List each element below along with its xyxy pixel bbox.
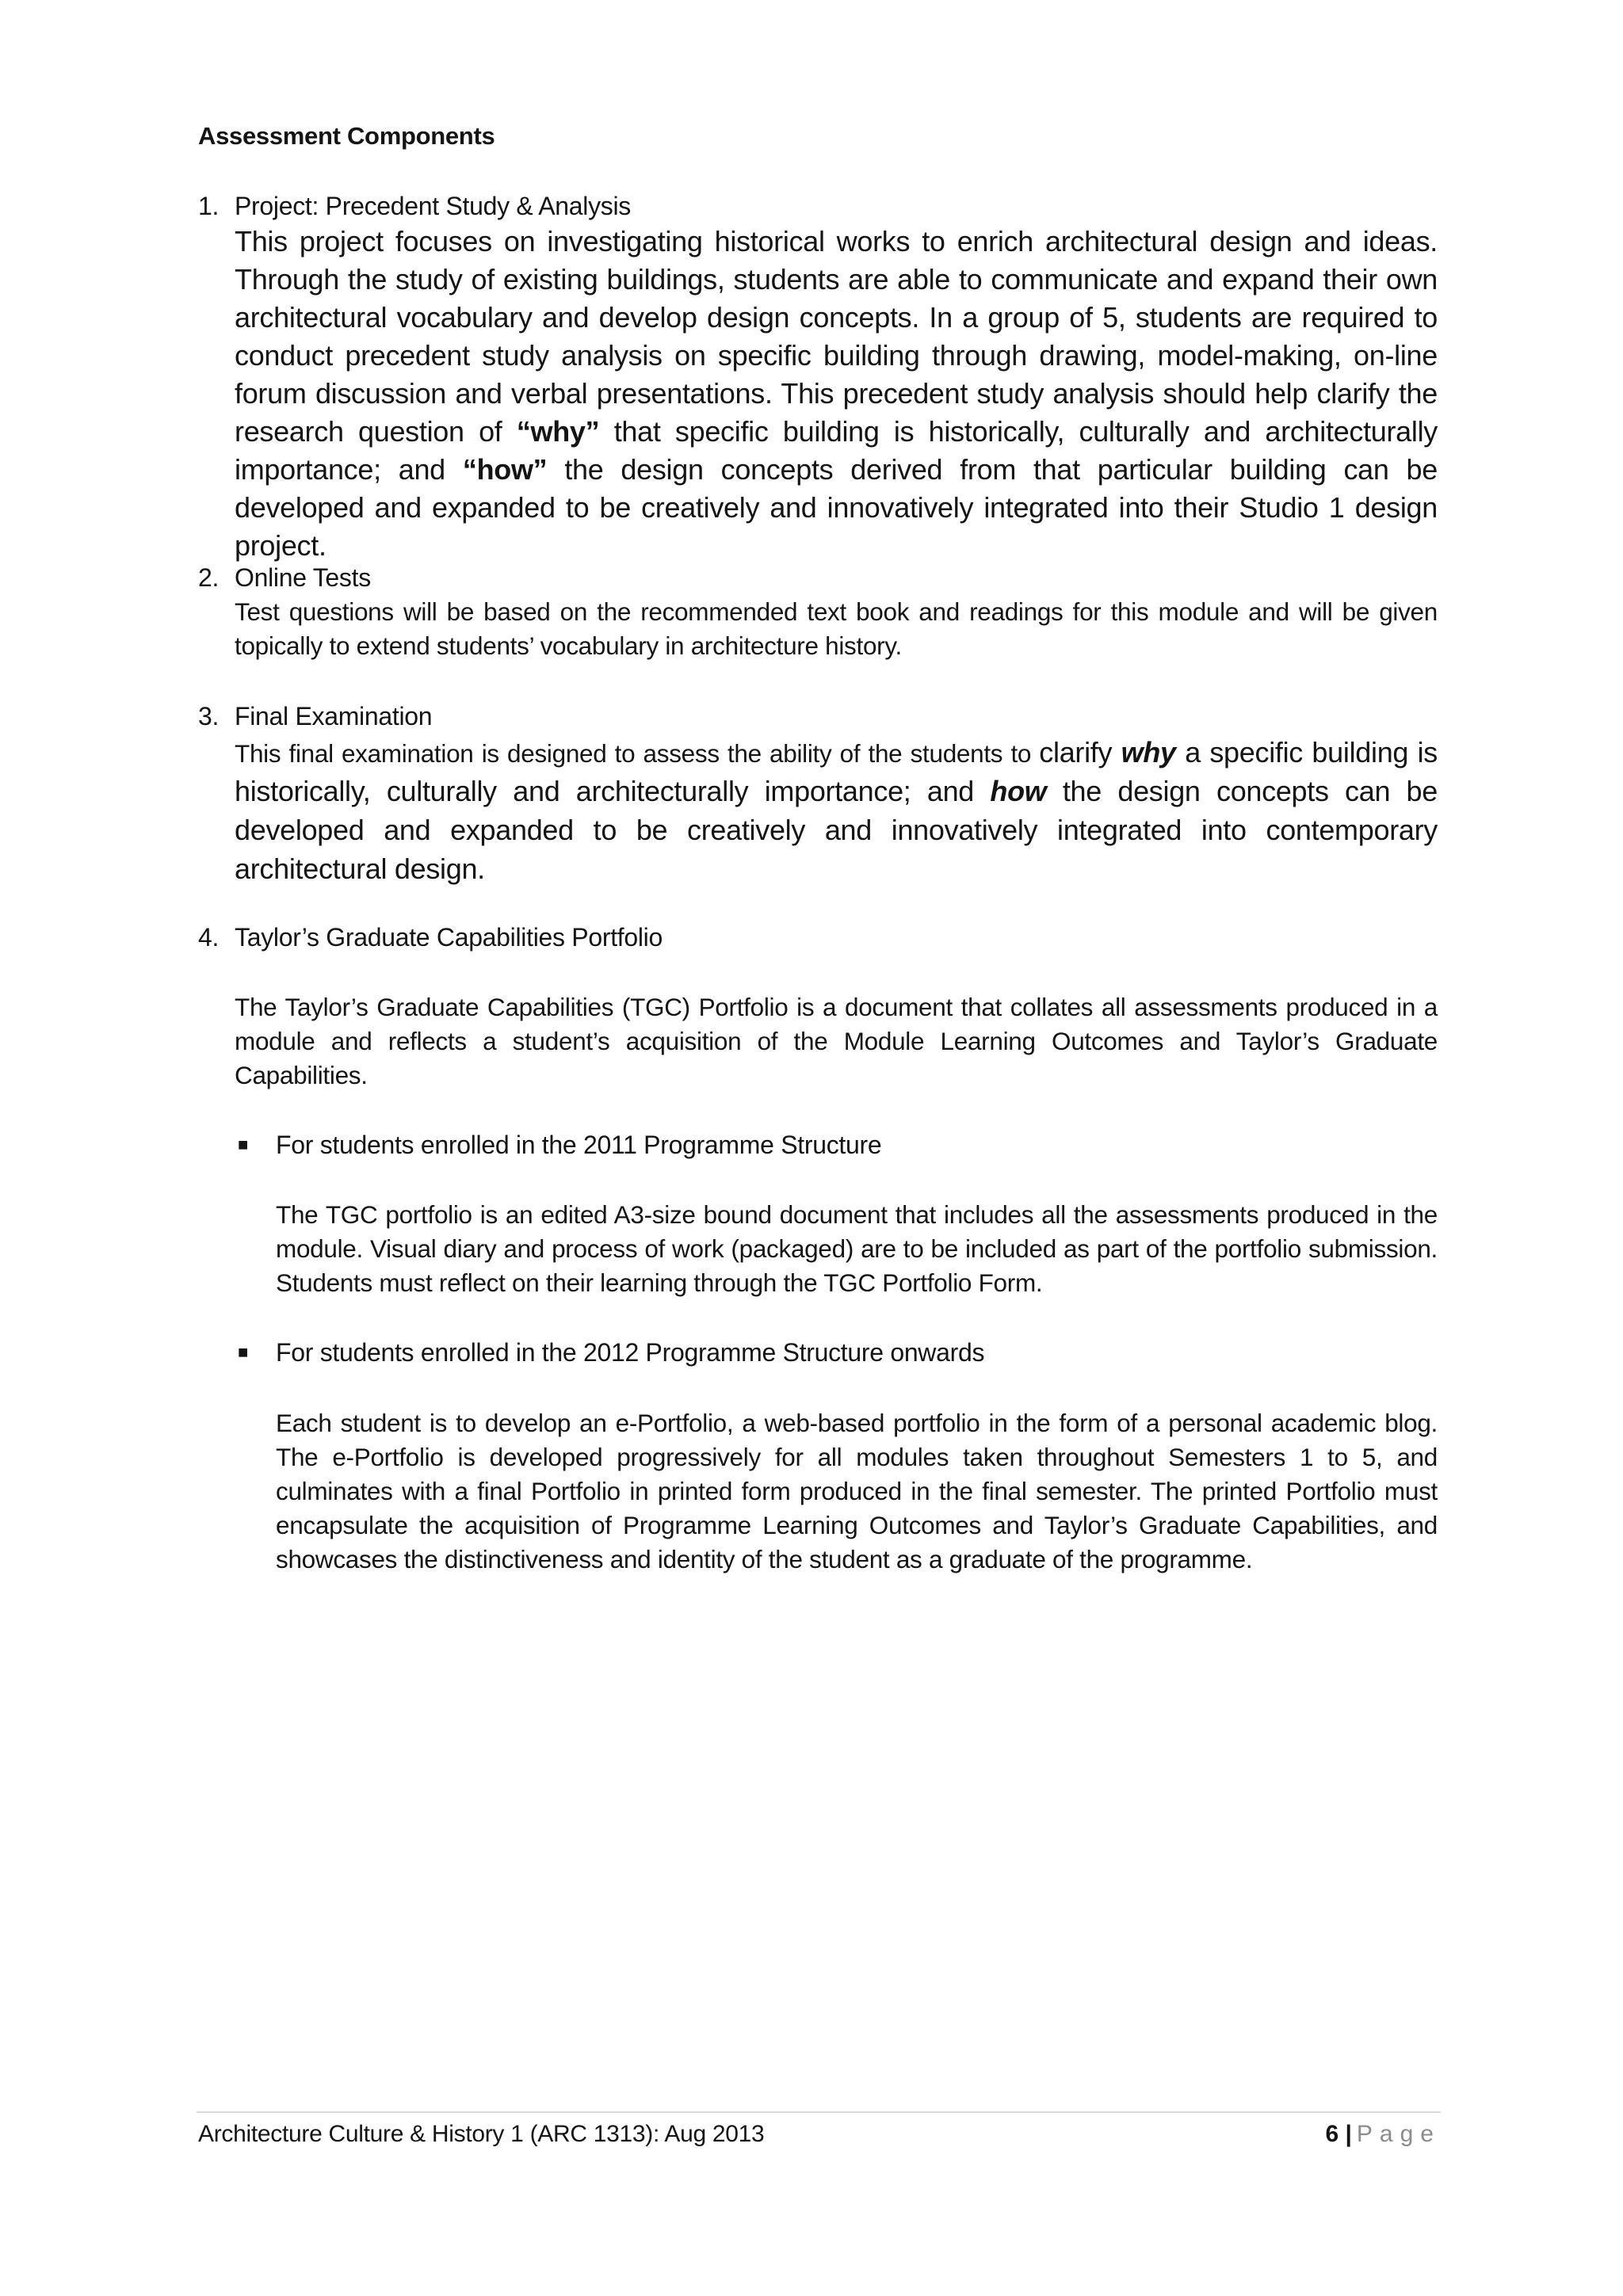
section-heading: Assessment Components xyxy=(198,122,495,150)
text-run: a specific building is historically, culturally and architecturally importance; and xyxy=(235,736,1438,807)
emphasis-how: how xyxy=(990,775,1047,807)
bullet-marker: ■ xyxy=(238,1135,249,1154)
text-run: that specific building is historically, culturally and architecturally importance; and xyxy=(235,415,1438,486)
item-number: 3. xyxy=(198,702,220,730)
text-run: the design concepts can be developed and expanded to be creatively and innovatively integrated into contemporary architectural design. xyxy=(235,775,1438,885)
item-paragraph: Test questions will be based on the recommended text book and readings for this module and will be given topically to extend students’ vocabulary in architecture history. xyxy=(235,597,1438,660)
page-separator: | xyxy=(1345,2121,1352,2147)
footer-page-indicator xyxy=(1325,2119,1441,2150)
page-word: Page xyxy=(1356,2121,1441,2147)
text-run: This final examination is designed to assess the ability of the students to xyxy=(235,739,1040,768)
item-title: Final Examination xyxy=(235,702,433,730)
item-paragraph xyxy=(235,223,1438,565)
item-title: Taylor’s Graduate Capabilities Portfolio xyxy=(235,923,663,952)
bullet-paragraph: The TGC portfolio is an edited A3-size bound document that includes all the assessments produced in the module. Visual diary and process of work (packaged) are to be included as part of the portfolio submission. Students must reflect on their learning through the TGC Portfolio Form. xyxy=(276,1200,1438,1297)
item-number: 2. xyxy=(198,563,220,592)
item-number: 1. xyxy=(198,192,220,220)
bullet-title: For students enrolled in the 2012 Programme Structure onwards xyxy=(276,1338,985,1367)
emphasis-why: “why” xyxy=(516,415,600,448)
item-paragraph xyxy=(235,734,1438,889)
bullet-marker: ■ xyxy=(238,1342,249,1362)
emphasis-why: why xyxy=(1121,736,1176,769)
text-run: clarify xyxy=(1039,736,1121,769)
text-run: the design concepts derived from that particular building can be developed and expanded to be creatively and innovatively integrated into their Studio 1 design project. xyxy=(235,453,1438,562)
item-paragraph: The Taylor’s Graduate Capabilities (TGC) Portfolio is a document that collates all assessments produced in a module and reflects a student’s acquisition of the Module Learning Outcomes and Taylor’s Graduate Capabilities. xyxy=(235,993,1438,1089)
text-run: This project focuses on investigating historical works to enrich architectural design and ideas. Through the study of existing buildings, students are able to communicate and expand their own architectural vocabulary and develop design concepts. In a group of 5, students are required to conduct precedent study analysis on specific building through drawing, model-making, on-line forum discussion and verbal presentations. This precedent study analysis should help clarify the research question of xyxy=(235,225,1438,448)
item-title: Online Tests xyxy=(235,563,371,592)
bullet-title: For students enrolled in the 2011 Programme Structure xyxy=(276,1131,882,1159)
emphasis-how: “how” xyxy=(462,453,548,486)
bullet-paragraph: Each student is to develop an e-Portfolio, a web-based portfolio in the form of a personal academic blog. The e-Portfolio is developed progressively for all modules taken throughout Semesters 1 to 5, and culminates with a final Portfolio in printed form produced in the final semester. The printed Portfolio must encapsulate the acquisition of Programme Learning Outcomes and Taylor’s Graduate Capabilities, and showcases the distinctiveness and identity of the student as a graduate of the programme. xyxy=(276,1409,1438,1573)
footer-divider xyxy=(197,2111,1441,2113)
item-title: Project: Precedent Study & Analysis xyxy=(235,192,631,220)
item-number: 4. xyxy=(198,923,220,952)
page-number: 6 xyxy=(1325,2121,1339,2147)
footer-course-label: Architecture Culture & History 1 (ARC 1313): Aug 2013 xyxy=(198,2121,765,2147)
